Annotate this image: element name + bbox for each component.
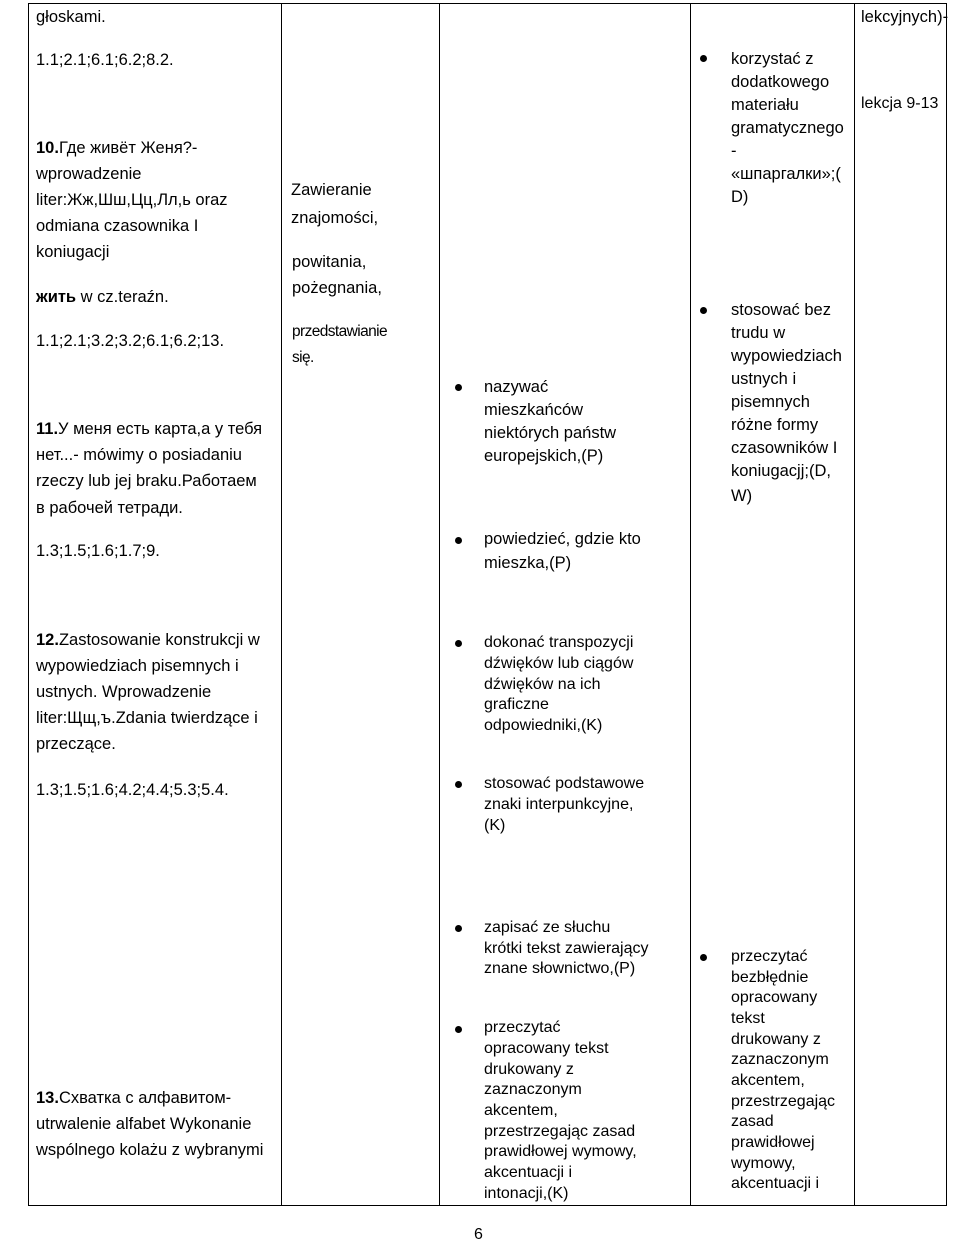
requirements-ref: 1.3;1.5;1.6;4.2;4.4;5.3;5.4.: [36, 781, 229, 799]
advanced-skill-line: dodatkowego: [731, 73, 830, 91]
skill-line: odpowiedniki,(K): [484, 717, 603, 734]
skill-line: opracowany tekst: [484, 1040, 609, 1057]
lesson-13-line: wspólnego kolażu z wybranymi: [36, 1141, 264, 1159]
skill-line: nazywać: [484, 378, 549, 396]
skill-line: niektórych państw: [484, 424, 617, 442]
skill-line: znane słownictwo,(P): [484, 960, 636, 977]
bullet-icon: [455, 1026, 462, 1033]
advanced-skill-line: prawidłowej: [731, 1134, 815, 1151]
communication-line: pożegnania,: [292, 279, 382, 297]
table-border-bottom: [28, 1205, 947, 1206]
skill-line: powiedzieć, gdzie kto: [484, 530, 641, 548]
communication-line: się.: [292, 349, 314, 366]
skill-line: graficzne: [484, 696, 549, 713]
advanced-skill-line: czasowników I: [731, 439, 838, 457]
bullet-icon: [455, 537, 462, 544]
advanced-skill-line: zaznaczonym: [731, 1051, 829, 1068]
skill-line: (K): [484, 817, 506, 834]
lesson-13-title: 13.Схватка с алфавитом-: [36, 1089, 232, 1107]
advanced-skill-line: «шпаргалки»;(: [731, 165, 841, 183]
advanced-skill-line: różne formy: [731, 416, 819, 434]
lesson-10-line: liter:Жж,Шш,Цц,Лл,ь oraz: [36, 191, 228, 209]
skill-line: przestrzegając zasad: [484, 1123, 636, 1140]
skill-line: dźwięków lub ciągów: [484, 655, 634, 672]
advanced-skill-line: bezbłędnie: [731, 969, 809, 986]
advanced-skill-line: ustnych i: [731, 370, 797, 388]
advanced-skill-line: pisemnych: [731, 393, 810, 411]
lesson-10-title: 10.Где живёт Женя?-: [36, 139, 198, 157]
advanced-skill-line: akcentem,: [731, 1072, 805, 1089]
skill-line: drukowany z: [484, 1061, 574, 1078]
lesson-11-line: в рабочей тетради.: [36, 499, 183, 517]
communication-line: Zawieranie: [291, 181, 372, 199]
advanced-skill-line: przeczytać: [731, 948, 808, 965]
lesson-12-line: przeczące.: [36, 735, 116, 753]
advanced-skill-line: trudu w: [731, 324, 786, 342]
advanced-skill-line: D): [731, 188, 749, 206]
advanced-skill-line: W): [731, 487, 753, 505]
advanced-skill-line: przestrzegając: [731, 1093, 836, 1110]
skill-line: akcentem,: [484, 1102, 558, 1119]
column-divider-2: [439, 3, 440, 1206]
skill-line: intonacji,(K): [484, 1185, 569, 1202]
advanced-skill-line: -: [731, 142, 737, 160]
requirements-ref: 1.1;2.1;3.2;3.2;6.1;6.2;13.: [36, 332, 225, 350]
bullet-icon: [455, 384, 462, 391]
requirements-ref: 1.3;1.5;1.6;1.7;9.: [36, 542, 160, 560]
bullet-icon: [455, 781, 462, 788]
bullet-icon: [700, 954, 707, 961]
communication-line: powitania,: [292, 253, 367, 271]
advanced-skill-line: korzystać z: [731, 50, 814, 68]
advanced-skill-line: wypowiedziach: [731, 347, 842, 365]
advanced-skill-line: akcentuacji i: [731, 1175, 820, 1192]
advanced-skill-line: drukowany z: [731, 1031, 821, 1048]
bullet-icon: [455, 640, 462, 647]
advanced-skill-line: wymowy,: [731, 1155, 796, 1172]
advanced-skill-line: materiału: [731, 96, 799, 114]
skill-line: zapisać ze słuchu: [484, 919, 611, 936]
lesson-12-line: wypowiedziach pisemnych i: [36, 657, 239, 675]
lesson-12-line: ustnych. Wprowadzenie: [36, 683, 212, 701]
skill-line: przeczytać: [484, 1019, 561, 1036]
advanced-skill-line: opracowany: [731, 989, 818, 1006]
lesson-10-line: odmiana czasownika I: [36, 217, 199, 235]
lesson-range: lekcja 9-13: [861, 95, 939, 112]
lesson-13-line: utrwalenie alfabet Wykonanie: [36, 1115, 252, 1133]
skill-line: prawidłowej wymowy,: [484, 1143, 637, 1160]
lesson-10-verb-line: жить w cz.teraźn.: [36, 288, 169, 306]
lesson-11-title: 11.У меня есть карта,а у тебя: [36, 420, 263, 438]
skill-line: akcentuacji i: [484, 1164, 573, 1181]
skill-line: znaki interpunkcyjne,: [484, 796, 634, 813]
column-divider-4: [854, 3, 855, 1206]
skill-line: mieszka,(P): [484, 554, 572, 572]
communication-line: znajomości,: [291, 209, 379, 227]
page-number: 6: [474, 1226, 483, 1243]
lesson-12-title: 12.Zastosowanie konstrukcji w: [36, 631, 260, 649]
skill-line: stosować podstawowe: [484, 775, 645, 792]
advanced-skill-line: koniugacjj;(D,: [731, 462, 831, 480]
table-border-right: [946, 3, 947, 1206]
lesson-count-continued: lekcyjnych)-: [861, 8, 949, 26]
table-border-top: [28, 3, 947, 4]
lesson-11-line: rzeczy lub jej braku.Работаем: [36, 472, 257, 490]
advanced-skill-line: zasad: [731, 1113, 774, 1130]
lesson-10-line: wprowadzenie: [36, 165, 142, 183]
bullet-icon: [455, 925, 462, 932]
advanced-skill-line: tekst: [731, 1010, 765, 1027]
lesson-12-line: liter:Щщ,ъ.Zdania twierdzące i: [36, 709, 258, 727]
lesson-10-line: koniugacji: [36, 243, 110, 261]
advanced-skill-line: stosować bez: [731, 301, 831, 319]
skill-line: mieszkańców: [484, 401, 584, 419]
bullet-icon: [700, 307, 707, 314]
skill-line: zaznaczonym: [484, 1081, 582, 1098]
advanced-skill-line: gramatycznego: [731, 119, 844, 137]
requirements-ref: 1.1;2.1;6.1;6.2;8.2.: [36, 51, 174, 69]
bullet-icon: [700, 55, 707, 62]
skill-line: europejskich,(P): [484, 447, 604, 465]
skill-line: dźwięków na ich: [484, 676, 601, 693]
table-border-left: [28, 3, 29, 1206]
skill-line: dokonać transpozycji: [484, 634, 634, 651]
lesson-11-line: нет...- mówimy o posiadaniu: [36, 446, 242, 464]
topic-continued-text: głoskami.: [36, 8, 106, 26]
column-divider-1: [281, 3, 282, 1206]
column-divider-3: [690, 3, 691, 1206]
communication-line: przedstawianie: [292, 323, 387, 340]
skill-line: krótki tekst zawierający: [484, 940, 649, 957]
